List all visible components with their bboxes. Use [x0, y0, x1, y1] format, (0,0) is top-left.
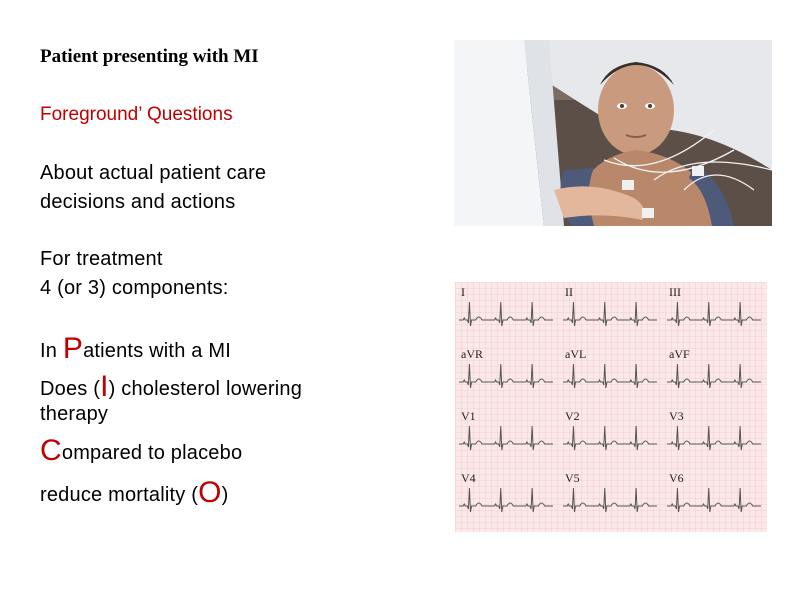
- ecg-lead-label-II: II: [565, 285, 573, 299]
- ecg-lead-label-aVF: aVF: [669, 347, 690, 361]
- ecg-lead-label-III: III: [669, 285, 681, 299]
- pico-comparison-line: Compared to placebo: [40, 434, 243, 467]
- ecg-12-lead: [455, 282, 767, 532]
- ecg-lead-label-V5: V5: [565, 471, 580, 485]
- ecg-lead-label-aVR: aVR: [461, 347, 483, 361]
- pico-patient-line: In Patients with a MI: [40, 332, 231, 365]
- patient-photo: [454, 40, 772, 226]
- ecg-lead-label-V3: V3: [669, 409, 684, 423]
- ecg-lead-label-aVL: aVL: [565, 347, 587, 361]
- paragraph1-line1: About actual patient care: [40, 162, 267, 184]
- slide-subtitle: Foreground’ Questions: [40, 104, 233, 125]
- pico-outcome-line: reduce mortality (O): [40, 476, 229, 509]
- ecg-lead-label-V1: V1: [461, 409, 476, 423]
- paragraph2-line2: 4 (or 3) components:: [40, 277, 229, 299]
- ecg-lead-label-V2: V2: [565, 409, 580, 423]
- paragraph1-line2: decisions and actions: [40, 191, 236, 213]
- pico-intervention-cont: therapy: [40, 403, 109, 425]
- pico-letter-i: I: [100, 370, 109, 403]
- pico-letter-c: C: [40, 434, 62, 467]
- pico-letter-o: O: [198, 476, 222, 509]
- pico-letter-p: P: [62, 332, 84, 365]
- slide-title: Patient presenting with MI: [40, 46, 259, 67]
- pico-intervention-line: Does (I) cholesterol lowering: [40, 370, 303, 403]
- ecg-lead-label-V6: V6: [669, 471, 684, 485]
- ecg-lead-label-I: I: [461, 285, 465, 299]
- ecg-lead-label-V4: V4: [461, 471, 476, 485]
- paragraph2-line1: For treatment: [40, 248, 163, 270]
